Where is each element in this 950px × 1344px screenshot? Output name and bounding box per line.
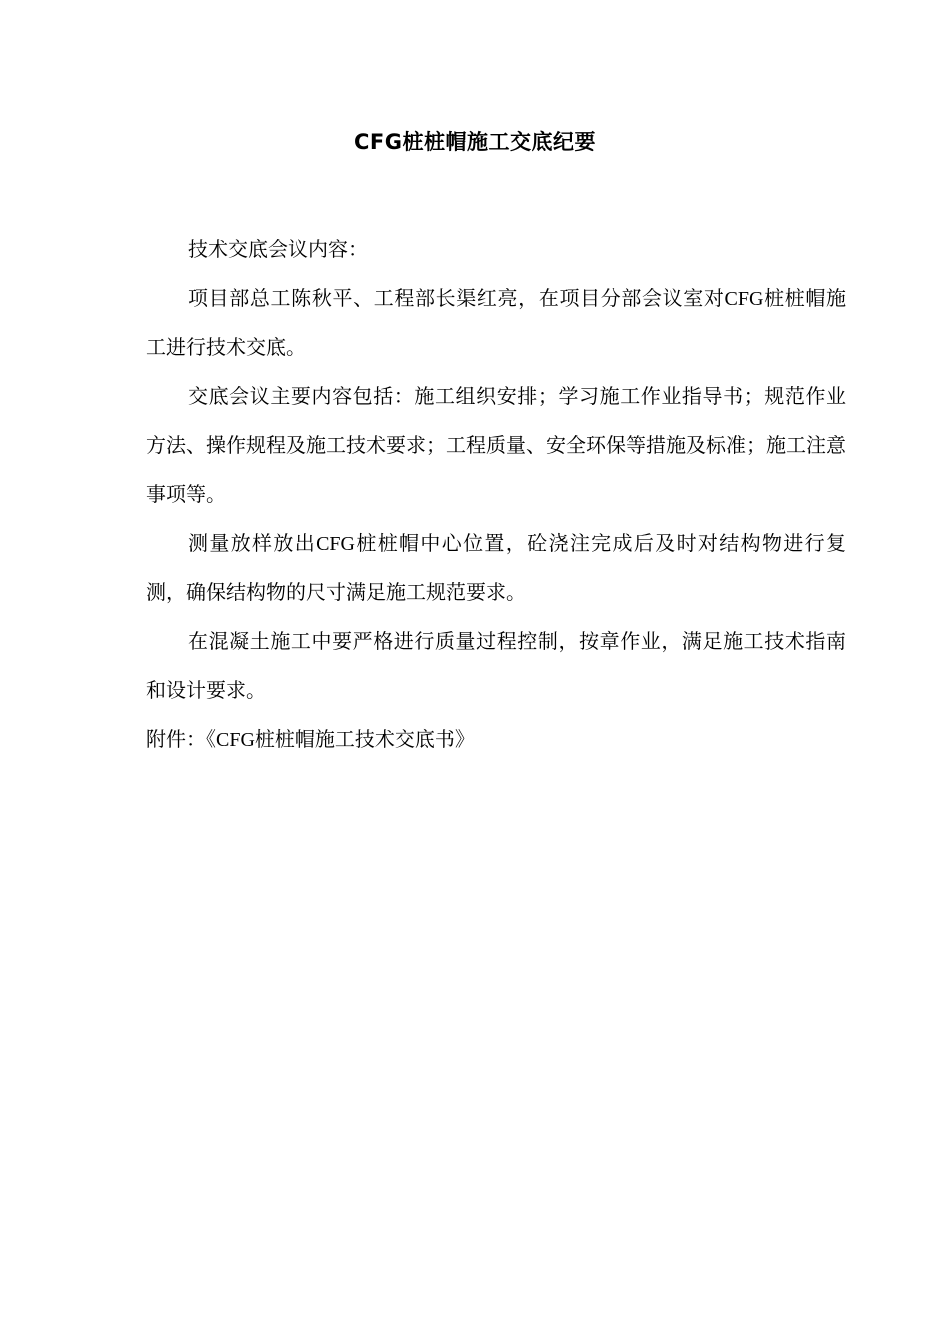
paragraph-meeting-participants: 项目部总工陈秋平、工程部长渠红亮，在项目分部会议室对CFG桩桩帽施工进行技术交底。 xyxy=(146,288,846,359)
document-body xyxy=(146,226,846,765)
paragraph-surveying: 测量放样放出CFG桩桩帽中心位置，砼浇注完成后及时对结构物进行复测，确保结构物的尺寸满足施工规范要求。 xyxy=(146,533,846,604)
document-title: CFG桩桩帽施工交底纪要 xyxy=(354,130,596,154)
paragraph-quality-control: 在混凝土施工中要严格进行质量过程控制，按章作业，满足施工技术指南和设计要求。 xyxy=(146,631,846,702)
attachment-line: 附件：《CFG桩桩帽施工技术交底书》 xyxy=(146,729,475,751)
paragraph-meeting-content-heading: 技术交底会议内容： xyxy=(188,239,368,261)
paragraph-meeting-topics: 交底会议主要内容包括：施工组织安排；学习施工作业指导书；规范作业方法、操作规程及施工技术要求；工程质量、安全环保等措施及标准；施工注意事项等。 xyxy=(146,386,846,506)
